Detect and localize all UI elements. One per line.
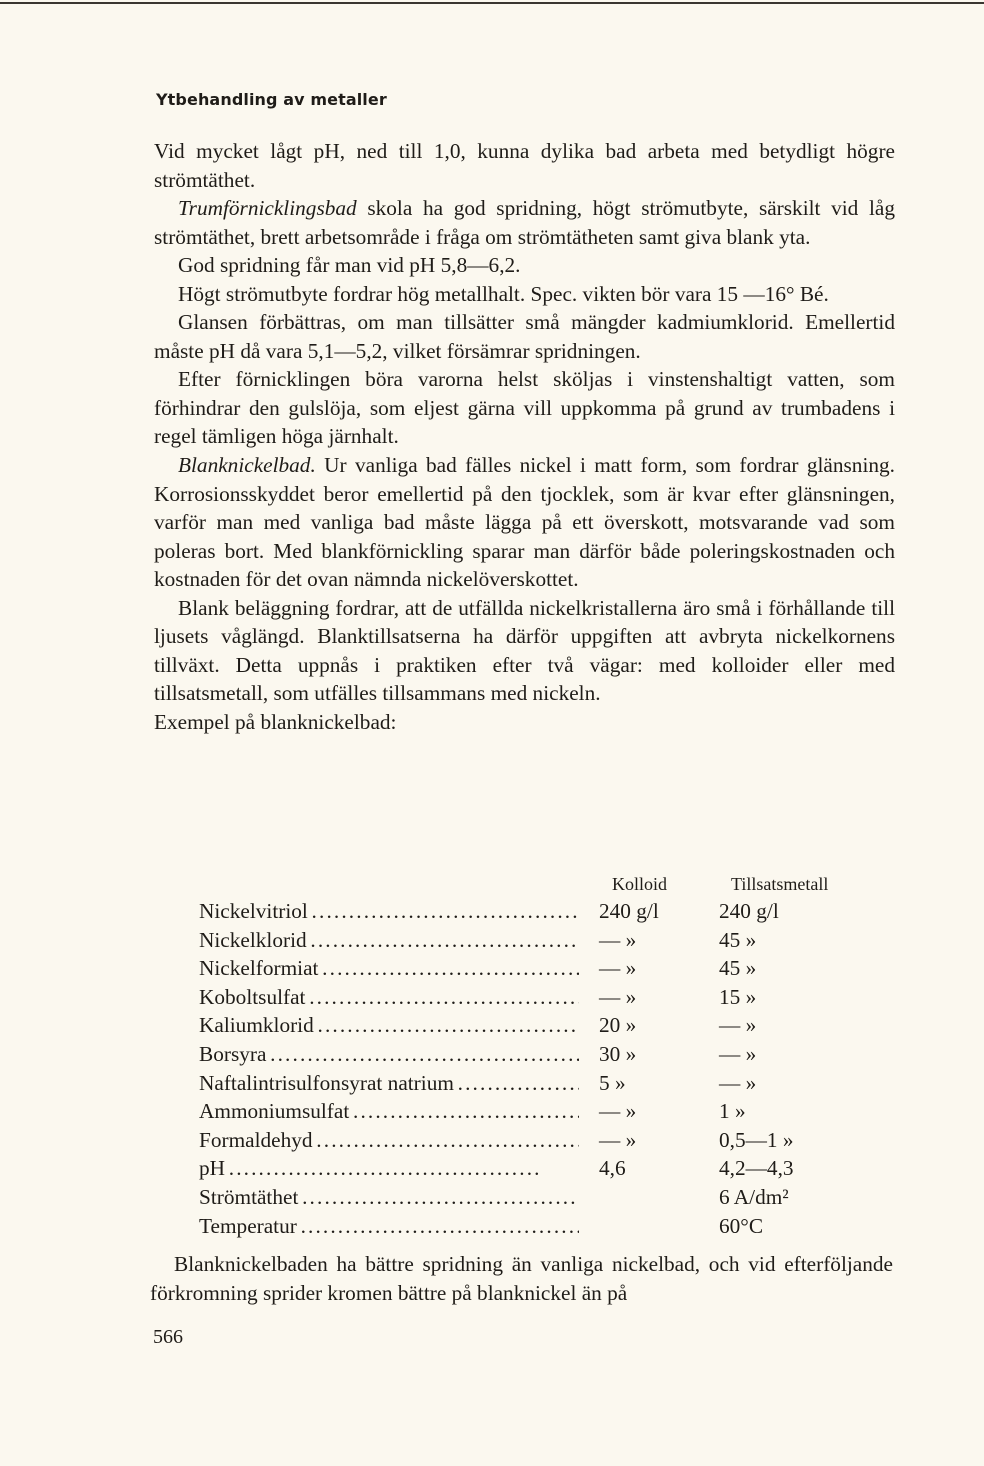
row-name: Nickelklorid . . . xyxy=(199,926,579,955)
paragraph-3: God spridning får man vid pH 5,8—6,2. xyxy=(178,253,521,278)
kolloid-value: — » xyxy=(599,927,637,952)
paragraph-7 xyxy=(154,451,895,594)
tillsatsmetall-value: — » xyxy=(719,1070,757,1095)
table-row xyxy=(199,1011,859,1040)
paragraph-6: Efter förnicklingen böra varorna helst sköljas i vinstenshaltigt vatten, som förhindrar den gulslöja, som eljest gärna vill uppkomma på grund av trumbadens i regel tämligen höga järnhalt. xyxy=(154,367,895,449)
tillsatsmetall-value: 45 » xyxy=(719,927,757,952)
kolloid-value: — » xyxy=(599,956,637,981)
table-row xyxy=(199,926,859,955)
table-row xyxy=(199,1040,859,1069)
row-name: Ammoniumsulfat . . . xyxy=(199,1097,579,1126)
kolloid-value: 20 » xyxy=(599,1013,637,1038)
paragraph-2-text: skola ha god spridning, högt strömutbyte, särskilt vid låg strömtäthet, brett arbetsområde i fråga om strömtätheten samt giva blank yta. xyxy=(154,196,895,249)
tillsatsmetall-value: — » xyxy=(719,1041,757,1066)
paragraph-9: Exempel på blanknickelbad: xyxy=(154,709,397,734)
kolloid-value: — » xyxy=(599,984,637,1009)
row-name: Nickelvitriol . . . xyxy=(199,897,579,926)
row-name: Koboltsulfat . . . xyxy=(199,983,579,1012)
table-row xyxy=(199,1097,859,1126)
tillsatsmetall-value: 6 A/dm² xyxy=(719,1184,789,1209)
row-name: Borsyra . . . xyxy=(199,1040,579,1069)
tillsatsmetall-value: 1 » xyxy=(719,1099,746,1124)
kolloid-value: 5 » xyxy=(599,1070,626,1095)
table-row xyxy=(199,1069,859,1098)
paragraph-1: Vid mycket lågt pH, ned till 1,0, kunna dylika bad arbeta med betydligt högre strömtäthet. xyxy=(154,139,895,192)
paragraph-4: Högt strömutbyte fordrar hög metallhalt. Spec. vikten bör vara 15 —16° Bé. xyxy=(178,281,829,306)
row-name: Formaldehyd . . . xyxy=(199,1126,579,1155)
tillsatsmetall-value: 4,2—4,3 xyxy=(719,1156,794,1181)
row-name: Strömtäthet . . . xyxy=(199,1183,579,1212)
paragraph-7-text: Ur vanliga bad fälles nickel i matt form, som fordrar glänsning. Korrosionsskyddet beror emellertid på den tjocklek, som är kvar efter glänsningen, varför man med vanliga bad måste lägga på ett överskott, motsvarande vad som poleras bort. Med blankförnickling sparar man därför både poleringskostnaden och kostnaden för det ovan nämnda nickelöverskottet. xyxy=(154,453,895,592)
table-row xyxy=(199,1126,859,1155)
row-name: Temperatur . . . xyxy=(199,1212,579,1241)
kolloid-value: 4,6 xyxy=(599,1156,626,1181)
tillsatsmetall-value: 240 g/l xyxy=(719,899,779,923)
term-blanknickelbad: Blanknickelbad. xyxy=(178,453,316,478)
table-row xyxy=(199,954,859,983)
table-row xyxy=(199,1183,859,1212)
kolloid-value: 240 g/l xyxy=(599,899,659,923)
tillsatsmetall-value: — » xyxy=(719,1013,757,1038)
table-row xyxy=(199,983,859,1012)
row-name: pH . . . xyxy=(199,1154,579,1183)
paragraph-8: Blank beläggning fordrar, att de utfällda nickelkristallerna äro små i förhållande till ljusets våglängd. Blanktillsatserna ha därför uppgiften att avbryta nickelkornens tillväxt. Detta uppnås i praktiken efter två vägar: med kolloider eller med tillsatsmetall, som utfälles tillsammans med nickeln. xyxy=(154,595,895,706)
row-name: Kaliumklorid . . . xyxy=(199,1011,579,1040)
row-name: Naftalintrisulfonsyrat natrium . . . xyxy=(199,1069,579,1098)
running-header: Ytbehandling av metaller xyxy=(156,90,387,109)
table-row xyxy=(199,897,859,926)
table-row xyxy=(199,1212,859,1241)
page-number: 566 xyxy=(153,1326,183,1348)
tillsatsmetall-value: 15 » xyxy=(719,984,757,1009)
paragraph-5: Glansen förbättras, om man tillsätter små mängder kadmiumklorid. Emellertid måste pH då vara 5,1—5,2, vilket försämrar spridningen. xyxy=(154,310,895,363)
top-rule xyxy=(0,2,984,4)
kolloid-value: — » xyxy=(599,1127,637,1152)
column-header-kolloid: Kolloid xyxy=(612,874,668,894)
body-text xyxy=(154,137,895,736)
row-name: Nickelformiat . . . xyxy=(199,954,579,983)
tillsatsmetall-value: 60°C xyxy=(719,1213,764,1238)
paragraph-10: Blanknickelbaden ha bättre spridning än vanliga nickelbad, och vid efterföljande förkromning sprider kromen bättre på blanknickel än på xyxy=(150,1252,893,1305)
table-row xyxy=(199,1154,859,1183)
term-trumfornicklingsbad: Trumförnicklingsbad xyxy=(178,196,357,221)
bath-composition-table xyxy=(199,897,859,1240)
kolloid-value: — » xyxy=(599,1099,637,1124)
tillsatsmetall-value: 45 » xyxy=(719,956,757,981)
paragraph-2 xyxy=(154,194,895,251)
kolloid-value: 30 » xyxy=(599,1041,637,1066)
tillsatsmetall-value: 0,5—1 » xyxy=(719,1127,794,1152)
closing-text xyxy=(150,1250,893,1307)
column-header-tillsatsmetall: Tillsatsmetall xyxy=(731,874,829,894)
